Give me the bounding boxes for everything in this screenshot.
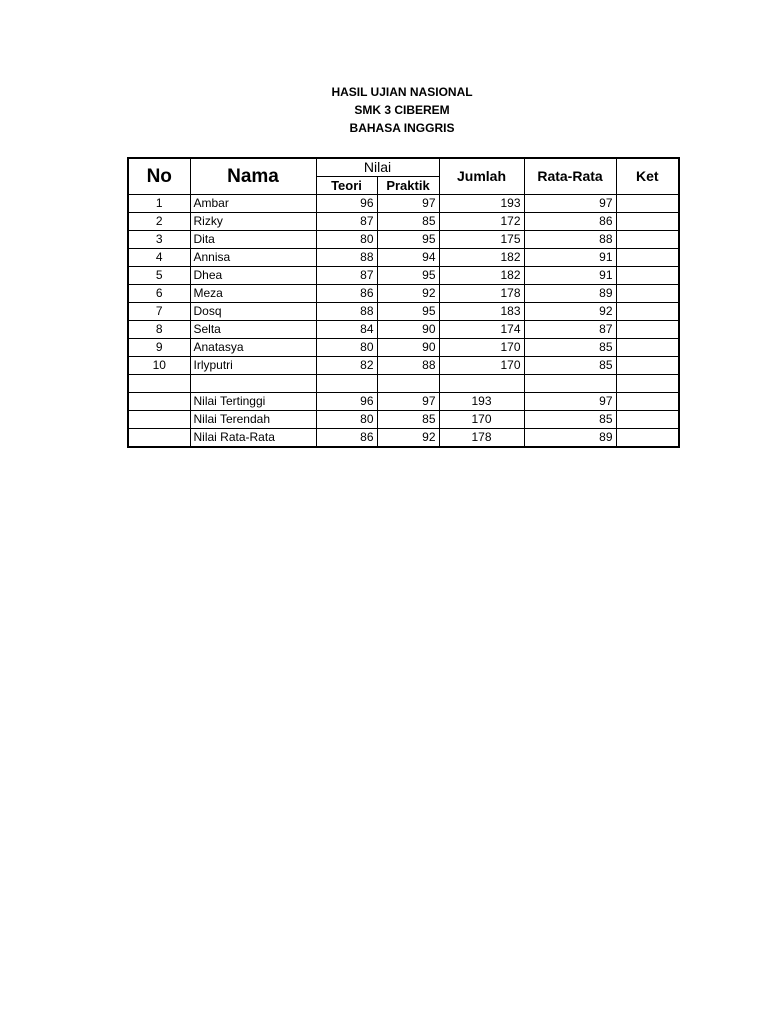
summary-label: Nilai Tertinggi: [190, 393, 316, 411]
cell-rata-rata: 85: [524, 339, 616, 357]
student-rows: [128, 195, 679, 375]
cell-nama: Rizky: [190, 213, 316, 231]
cell-nama: Irlyputri: [190, 357, 316, 375]
cell-no: [128, 411, 190, 429]
summary-teori: 96: [316, 393, 377, 411]
cell-ket: [616, 285, 679, 303]
cell-ket: [616, 411, 679, 429]
cell-teori: 84: [316, 321, 377, 339]
header-praktik: Praktik: [377, 177, 439, 195]
summary-rata-rata: 89: [524, 429, 616, 448]
summary-rata-rata: 85: [524, 411, 616, 429]
summary-label: Nilai Terendah: [190, 411, 316, 429]
header-row-top: [128, 158, 679, 177]
cell-no: 7: [128, 303, 190, 321]
cell-no: 5: [128, 267, 190, 285]
table-row: [128, 339, 679, 357]
cell-teori: 87: [316, 267, 377, 285]
cell-praktik: 90: [377, 321, 439, 339]
header-nama: Nama: [190, 158, 316, 195]
summary-praktik: 85: [377, 411, 439, 429]
cell-praktik: 97: [377, 195, 439, 213]
table-row: [128, 303, 679, 321]
blank-cell: [616, 375, 679, 393]
cell-jumlah: 193: [439, 195, 524, 213]
cell-no: 8: [128, 321, 190, 339]
cell-rata-rata: 89: [524, 285, 616, 303]
summary-row: [128, 393, 679, 411]
cell-no: [128, 393, 190, 411]
header-jumlah: Jumlah: [439, 158, 524, 195]
cell-jumlah: 178: [439, 285, 524, 303]
header-rata-rata: Rata-Rata: [524, 158, 616, 195]
cell-ket: [616, 339, 679, 357]
cell-jumlah: 183: [439, 303, 524, 321]
blank-cell: [524, 375, 616, 393]
cell-jumlah: 175: [439, 231, 524, 249]
summary-jumlah: 178: [439, 429, 524, 448]
cell-teori: 82: [316, 357, 377, 375]
blank-cell: [377, 375, 439, 393]
cell-jumlah: 170: [439, 357, 524, 375]
cell-nama: Annisa: [190, 249, 316, 267]
summary-jumlah: 170: [439, 411, 524, 429]
cell-rata-rata: 87: [524, 321, 616, 339]
cell-ket: [616, 357, 679, 375]
table-row: [128, 195, 679, 213]
title-line-school: SMK 3 CIBEREM: [354, 103, 450, 117]
document-title-block: [0, 83, 768, 137]
spacer-rows: [128, 375, 679, 393]
summary-praktik: 92: [377, 429, 439, 448]
cell-no: 2: [128, 213, 190, 231]
cell-no: 1: [128, 195, 190, 213]
cell-no: 9: [128, 339, 190, 357]
cell-teori: 86: [316, 285, 377, 303]
table-row: [128, 267, 679, 285]
title-line-subject: BAHASA INGGRIS: [349, 121, 455, 135]
summary-praktik: 97: [377, 393, 439, 411]
cell-teori: 87: [316, 213, 377, 231]
cell-ket: [616, 393, 679, 411]
cell-ket: [616, 429, 679, 448]
table-row: [128, 213, 679, 231]
table-row: [128, 231, 679, 249]
cell-nama: Selta: [190, 321, 316, 339]
cell-praktik: 92: [377, 285, 439, 303]
cell-no: [128, 429, 190, 448]
cell-praktik: 94: [377, 249, 439, 267]
cell-ket: [616, 195, 679, 213]
cell-rata-rata: 85: [524, 357, 616, 375]
cell-no: 10: [128, 357, 190, 375]
summary-jumlah: 193: [439, 393, 524, 411]
cell-praktik: 88: [377, 357, 439, 375]
cell-jumlah: 182: [439, 267, 524, 285]
cell-praktik: 95: [377, 303, 439, 321]
cell-praktik: 95: [377, 267, 439, 285]
blank-row: [128, 375, 679, 393]
cell-no: 4: [128, 249, 190, 267]
cell-ket: [616, 321, 679, 339]
cell-ket: [616, 267, 679, 285]
summary-row: [128, 429, 679, 448]
table-row: [128, 357, 679, 375]
cell-praktik: 95: [377, 231, 439, 249]
cell-praktik: 90: [377, 339, 439, 357]
blank-cell: [439, 375, 524, 393]
blank-cell: [128, 375, 190, 393]
cell-teori: 80: [316, 231, 377, 249]
summary-rata-rata: 97: [524, 393, 616, 411]
cell-teori: 80: [316, 339, 377, 357]
cell-nama: Dosq: [190, 303, 316, 321]
cell-jumlah: 174: [439, 321, 524, 339]
cell-nama: Anatasya: [190, 339, 316, 357]
table-row: [128, 249, 679, 267]
cell-nama: Meza: [190, 285, 316, 303]
cell-praktik: 85: [377, 213, 439, 231]
header-nilai: Nilai: [316, 158, 439, 177]
summary-rows: [128, 393, 679, 448]
cell-rata-rata: 86: [524, 213, 616, 231]
header-no: No: [128, 158, 190, 195]
cell-nama: Dita: [190, 231, 316, 249]
title-line-exam: HASIL UJIAN NASIONAL: [331, 85, 473, 99]
cell-jumlah: 182: [439, 249, 524, 267]
cell-ket: [616, 303, 679, 321]
cell-jumlah: 172: [439, 213, 524, 231]
cell-nama: Dhea: [190, 267, 316, 285]
grades-table: [127, 157, 680, 448]
cell-nama: Ambar: [190, 195, 316, 213]
cell-rata-rata: 91: [524, 267, 616, 285]
cell-ket: [616, 213, 679, 231]
table-row: [128, 285, 679, 303]
cell-jumlah: 170: [439, 339, 524, 357]
cell-no: 3: [128, 231, 190, 249]
summary-row: [128, 411, 679, 429]
cell-rata-rata: 92: [524, 303, 616, 321]
table-row: [128, 321, 679, 339]
cell-teori: 88: [316, 249, 377, 267]
cell-rata-rata: 91: [524, 249, 616, 267]
summary-teori: 80: [316, 411, 377, 429]
cell-no: 6: [128, 285, 190, 303]
summary-teori: 86: [316, 429, 377, 448]
cell-rata-rata: 88: [524, 231, 616, 249]
cell-teori: 96: [316, 195, 377, 213]
cell-ket: [616, 231, 679, 249]
cell-teori: 88: [316, 303, 377, 321]
blank-cell: [190, 375, 316, 393]
header-ket: Ket: [616, 158, 679, 195]
cell-ket: [616, 249, 679, 267]
summary-label: Nilai Rata-Rata: [190, 429, 316, 448]
blank-cell: [316, 375, 377, 393]
cell-rata-rata: 97: [524, 195, 616, 213]
header-teori: Teori: [316, 177, 377, 195]
